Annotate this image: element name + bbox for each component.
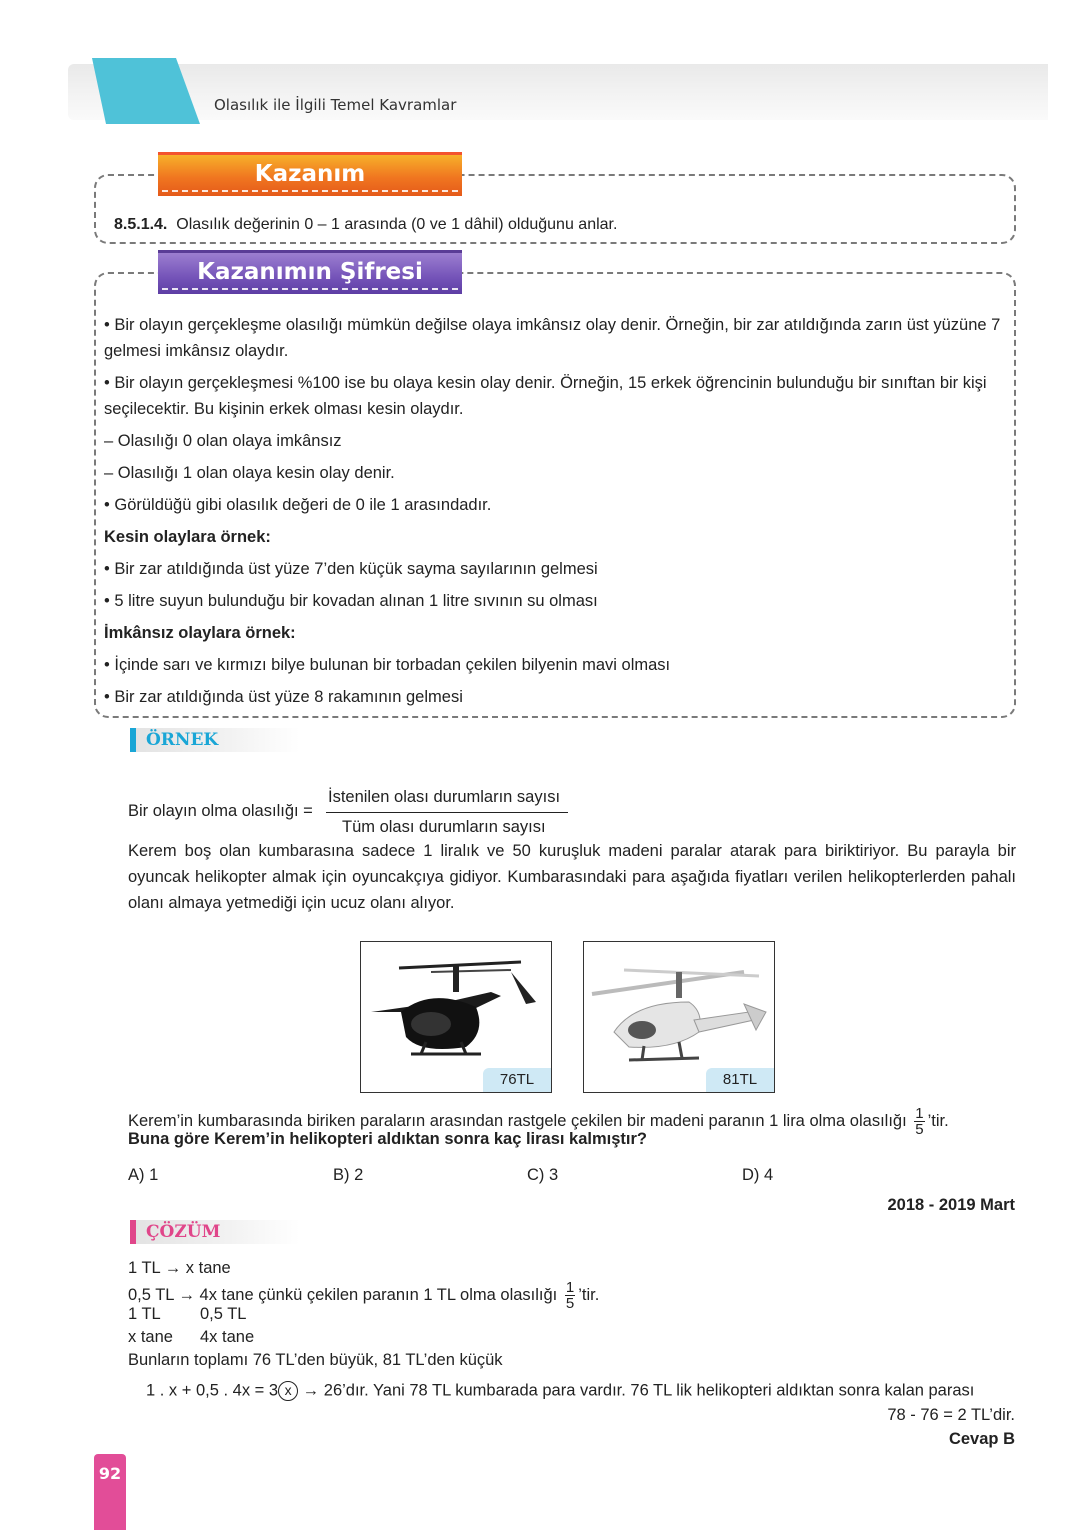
formula-numerator: İstenilen olası durumların sayısı (328, 788, 561, 806)
solution-line-6-text: → 26’dır. Yani 78 TL kumbarada para vardır. 76 TL lik helikopteri aldıktan sonra kalan parası (298, 1381, 975, 1400)
option-c: C) 3 (527, 1166, 559, 1184)
sifre-item: • Bir olayın gerçekleşme olasılığı mümkün değilse olaya imkânsız olay denir. Örneğin, bir zar atıldığında zarın üst yüzüne 7 gelmesi imkânsız olaydır. (104, 316, 1001, 360)
sifre-item: – Olasılığı 0 olan olaya imkânsız (104, 432, 342, 450)
option-a: A) 1 (128, 1166, 159, 1184)
sifre-item: – Olasılığı 1 olan olaya kesin olay denir. (104, 464, 395, 482)
kazanim-text (114, 216, 617, 234)
solution-equation: 1 . x + 0,5 . 4x = 3 (146, 1381, 279, 1400)
kazanim-description: Olasılık değerinin 0 – 1 arasında (0 ve 1 dâhil) olduğunu anlar. (176, 216, 618, 233)
kesin-item: • Bir zar atıldığında üst yüze 7’den küçük sayma sayılarının gelmesi (104, 560, 598, 578)
imkansiz-item: • Bir zar atıldığında üst yüze 8 rakamının gelmesi (104, 688, 463, 706)
kesin-item: • 5 litre suyun bulunduğu bir kovadan alınan 1 litre sıvının su olması (104, 592, 598, 610)
problem-text: Kerem boş olan kumbarasına sadece 1 liralık ve 50 kuruşluk madeni paralar atarak para biriktiriyor. Bu parayla bir oyuncak helikopter almak için oyuncakçıya gidiyor. Kumbarasındaki para aşağıda fiyatları verilen helikopterlerden pahalı olanı almaya yetmediği için ucuz olanı alıyor. (128, 842, 1016, 912)
solution-line-2-text: 0,5 TL → 4x tane çünkü çekilen paranın 1 TL olma olasılığı (128, 1285, 558, 1304)
imkansiz-item: • İçinde sarı ve kırmızı bilye bulunan bir torbadan çekilen bilyenin mavi olması (104, 656, 671, 674)
solution-line-4b: 4x tane (200, 1328, 255, 1346)
formula-fraction-line (326, 812, 568, 813)
fraction-denominator: 5 (915, 1121, 924, 1138)
solution-line-5: Bunların toplamı 76 TL’den büyük, 81 TL’den küçük (128, 1351, 503, 1369)
sifre-item: • Görüldüğü gibi olasılık değeri de 0 ile 1 arasındadır. (104, 496, 492, 514)
solution-line-6 (146, 1381, 974, 1401)
imkansiz-heading: İmkânsız olaylara örnek: (104, 624, 296, 642)
solution-line-2-suffix: ’tir. (578, 1285, 600, 1304)
solution-line-3a: 1 TL (128, 1305, 161, 1323)
ornek-label: ÖRNEK (130, 728, 300, 752)
answer: Cevap B (948, 1430, 1015, 1448)
solution-line-4a: x tane (128, 1328, 173, 1346)
kazanim-banner (158, 152, 462, 196)
solution-line-1: 1 TL → x tane (128, 1259, 231, 1277)
option-b: B) 2 (333, 1166, 364, 1184)
page-number: 92 (94, 1454, 126, 1530)
solution-line-7: 78 - 76 = 2 TL’dir. (887, 1406, 1015, 1424)
sifre-item: • Bir olayın gerçekleşmesi %100 ise bu olaya kesin olay denir. Örneğin, 15 erkek öğrencinin bulunduğu bir sınıftan bir kişi seçilecektir. Bu kişinin erkek olması kesin olaydır. (104, 374, 987, 418)
cozum-label: ÇÖZÜM (130, 1220, 300, 1244)
kazanim-banner-label: Kazanım (254, 161, 366, 187)
sifre-content (104, 312, 1002, 716)
sifre-banner-label: Kazanımın Şifresi (197, 259, 423, 285)
question-text: Kerem’in kumbarasında biriken paraların arasından rastgele çekilen bir madeni paranın 1 lira olma olasılığı (128, 1111, 907, 1130)
white-helicopter-image (583, 941, 775, 1093)
solution-line-3b: 0,5 TL (200, 1305, 247, 1323)
fraction-numerator: 1 (565, 1279, 575, 1296)
formula-denominator: Tüm olası durumların sayısı (342, 818, 546, 836)
question-prompt: Buna göre Kerem’in helikopteri aldıktan sonra kaç lirası kalmıştır? (128, 1130, 648, 1148)
question-source: 2018 - 2019 Mart (887, 1196, 1015, 1214)
kesin-heading: Kesin olaylara örnek: (104, 528, 271, 546)
sifre-banner (158, 250, 462, 294)
solution-fraction (565, 1280, 575, 1311)
probability-fraction (914, 1106, 924, 1137)
kazanim-code: 8.5.1.4. (114, 216, 168, 233)
fraction-denominator: 5 (565, 1295, 575, 1312)
solution-line-2 (128, 1280, 599, 1311)
price-tag-81: 81TL (706, 1068, 774, 1092)
question-suffix: ’tir. (927, 1111, 949, 1130)
formula-lhs: Bir olayın olma olasılığı = (128, 802, 313, 820)
chapter-title: Olasılık ile İlgili Temel Kavramlar (214, 96, 457, 114)
option-d: D) 4 (742, 1166, 774, 1184)
black-helicopter-image (360, 941, 552, 1093)
header-tab-shape (92, 58, 200, 124)
circled-x: x (278, 1381, 298, 1401)
price-tag-76: 76TL (483, 1068, 551, 1092)
fraction-numerator: 1 (915, 1105, 924, 1122)
